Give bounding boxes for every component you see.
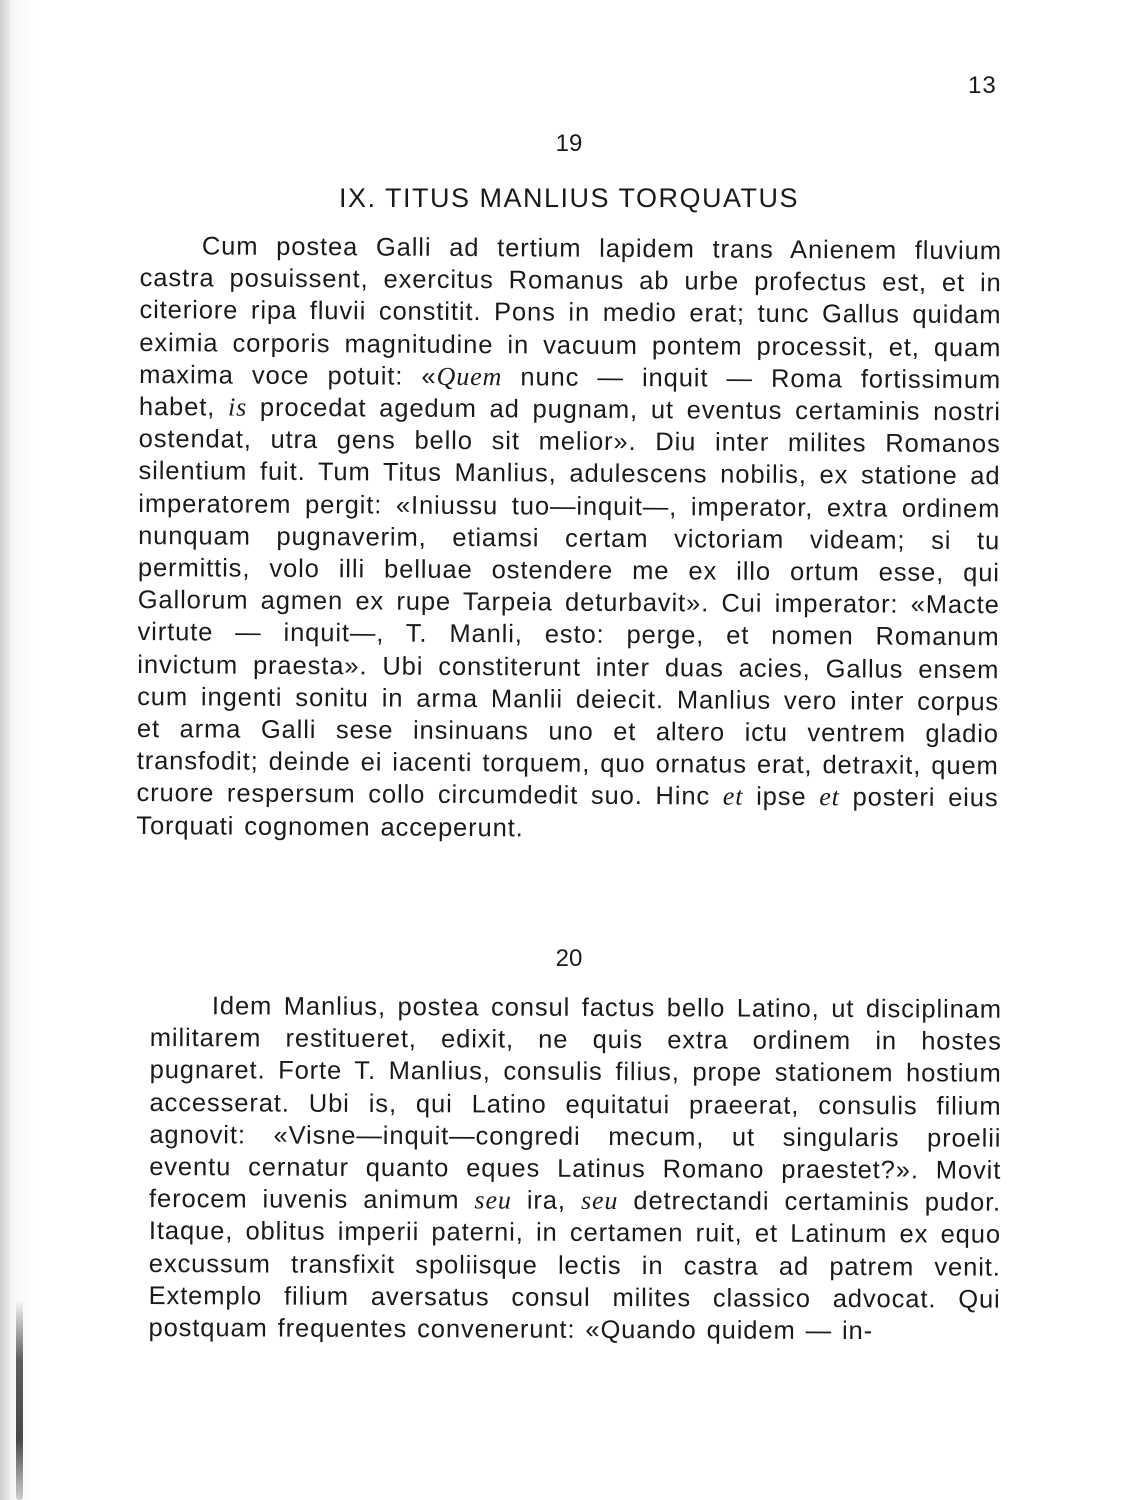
paragraph-section-20 [148, 990, 1002, 1348]
text-segment: posteri eius Torquati cognomen acceperunt. [136, 783, 999, 843]
chapter-title: IX. TITUS MANLIUS TORQUATUS [338, 183, 800, 213]
italic-segment: seu [474, 1185, 512, 1215]
italic-segment: is [227, 392, 248, 422]
text-segment: procedat agedum ad pugnam, ut eventus certaminis nostri ostendat, utra gens bello sit melior». Diu inter milites Romanos silentium fuit. Tum Titus Manlius, adulescens nobilis, ex statione ad imperatorem pergit: «Iniussu tuo—inquit—, imperator, extra ordinem nunquam pugnaverim, etiamsi certam victoriam videam; si tu permittis, volo illi belluae ostendere me ex illo ortum esse, qui Gallorum agmen ex rupe Tarpeia deturbavit». Cui imperator: «Macte virtute — inquit—, T. Manli, esto: perge, et nomen Romanum invictum praesta». Ubi constiterunt inter duas acies, Gallus ensem cum ingenti sonitu in arma Manlii deiecit. Manlius vero inter corpus et arma Galli sese insinuans uno et altero ictu ventrem gladio transfodit; deinde ei iacenti torquem, quo ornatus erat, detraxit, quem cruore respersum collo circumdedit suo. Hinc [136, 393, 1001, 812]
page-number: 13 [968, 72, 997, 99]
section-number-19: 19 [555, 130, 583, 157]
text-segment: ipse [743, 783, 820, 812]
italic-segment: seu [580, 1186, 619, 1216]
section-number-20: 20 [555, 945, 583, 972]
italic-segment: Quem [436, 361, 503, 392]
paragraph-section-19 [136, 230, 1002, 847]
binding-mark [16, 1300, 23, 1500]
text-segment: detrectandi certaminis pudor. Itaque, oblitus imperii paterni, in certamen ruit, et Latinum ex equo excussum transfixit spoliisque lectis in castra ad patrem venit. Extemplo filium aversatus consul milites classico advocat. Qui postquam frequentes convenerunt: «Quando quidem — in- [148, 1187, 1002, 1346]
text-segment: Idem Manlius, postea consul factus bello Latino, ut disciplinam militarem restitueret, edixit, ne quis extra ordinem in hostes pugnaret. Forte T. Manlius, consulis filius, prope stationem hostium accesserat. Ubi is, qui Latino equitatui praeerat, consulis filium agnovit: «Visne—inquit—congredi mecum, ut singularis proelii eventu cernatur quanto eques Latinus Romano praestet?». Movit ferocem iuvenis animum [149, 992, 1002, 1215]
text-segment: nunc — inquit — Roma fortissimum habet, [138, 363, 1002, 422]
italic-segment: et [819, 782, 840, 812]
text-segment: ira, [511, 1186, 582, 1216]
italic-segment: et [722, 782, 744, 812]
text-segment: Cum postea Galli ad tertium lapidem trans Anienem fluvium castra posuissent, exercitus Romanus ab urbe profectus est, et in citeriore ripa fluvii constitit. Pons in medio erat; tunc Gallus quidam eximia corporis magnitudine in vacuum pontem processit, et, quam maxima voce potuit: « [139, 232, 1002, 391]
book-spine-shadow [0, 0, 10, 1500]
